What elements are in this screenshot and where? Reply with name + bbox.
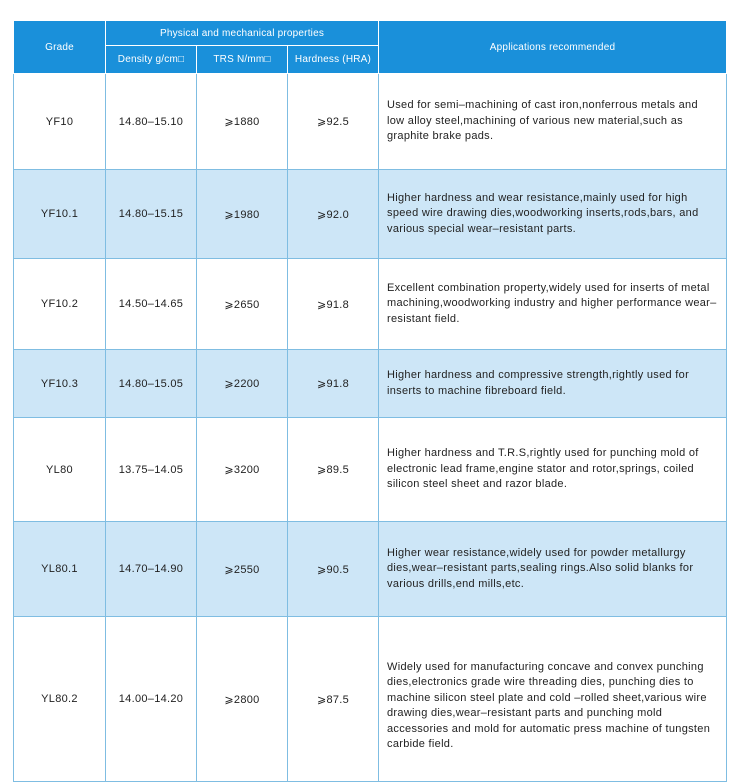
trs-cell: ⩾2650 [197,259,288,350]
density-cell: 14.80–15.05 [106,350,197,418]
table-row [14,170,727,259]
hardness-cell: ⩾90.5 [288,522,379,617]
table-row [14,350,727,418]
density-cell: 14.80–15.10 [106,74,197,170]
table-row [14,259,727,350]
hardness-cell: ⩾92.0 [288,170,379,259]
application-cell: Used for semi–machining of cast iron,nonferrous metals and low alloy steel,machining of various new material,such as graphite brake pads. [379,74,727,170]
density-cell: 14.80–15.15 [106,170,197,259]
grades-table [13,20,727,782]
applications-header: Applications recommended [379,21,727,74]
application-cell: Widely used for manufacturing concave and convex punching dies,electronics grade wire threading dies, punching dies to machine silicon steel plate and cold –rolled sheet,various wire drawing dies,wear–resistant parts and punching mold accessories and mold for automatic press machine of tungsten carbide field. [379,617,727,782]
grade-cell: YF10.2 [14,259,106,350]
hardness-cell: ⩾91.8 [288,259,379,350]
density-cell: 13.75–14.05 [106,418,197,522]
hardness-cell: ⩾87.5 [288,617,379,782]
application-cell: Excellent combination property,widely used for inserts of metal machining,woodworking industry and higher performance wear–resistant field. [379,259,727,350]
hardness-header: Hardness (HRA) [288,46,379,74]
density-cell: 14.50–14.65 [106,259,197,350]
table-row [14,418,727,522]
trs-cell: ⩾3200 [197,418,288,522]
properties-header: Physical and mechanical properties [106,21,379,46]
table-row [14,522,727,617]
hardness-cell: ⩾89.5 [288,418,379,522]
trs-cell: ⩾2200 [197,350,288,418]
grade-header: Grade [14,21,106,74]
table-row [14,74,727,170]
density-cell: 14.00–14.20 [106,617,197,782]
grade-cell: YF10 [14,74,106,170]
density-header: Density g/cm□ [106,46,197,74]
application-cell: Higher hardness and wear resistance,mainly used for high speed wire drawing dies,woodworking inserts,rods,bars, and various special wear–resistant parts. [379,170,727,259]
grade-cell: YF10.3 [14,350,106,418]
trs-cell: ⩾1880 [197,74,288,170]
trs-cell: ⩾2800 [197,617,288,782]
hardness-cell: ⩾91.8 [288,350,379,418]
grade-cell: YF10.1 [14,170,106,259]
grade-cell: YL80.1 [14,522,106,617]
application-cell: Higher wear resistance,widely used for powder metallurgy dies,wear–resistant parts,sealing rings.Also solid blanks for various drills,end mills,etc. [379,522,727,617]
trs-cell: ⩾1980 [197,170,288,259]
trs-cell: ⩾2550 [197,522,288,617]
density-cell: 14.70–14.90 [106,522,197,617]
trs-header: TRS N/mm□ [197,46,288,74]
hardness-cell: ⩾92.5 [288,74,379,170]
table-row [14,617,727,782]
application-cell: Higher hardness and compressive strength,rightly used for inserts to machine fibreboard field. [379,350,727,418]
grade-cell: YL80 [14,418,106,522]
application-cell: Higher hardness and T.R.S,rightly used for punching mold of electronic lead frame,engine stator and rotor,springs, coiled silicon steel sheet and razor blade. [379,418,727,522]
grade-cell: YL80.2 [14,617,106,782]
